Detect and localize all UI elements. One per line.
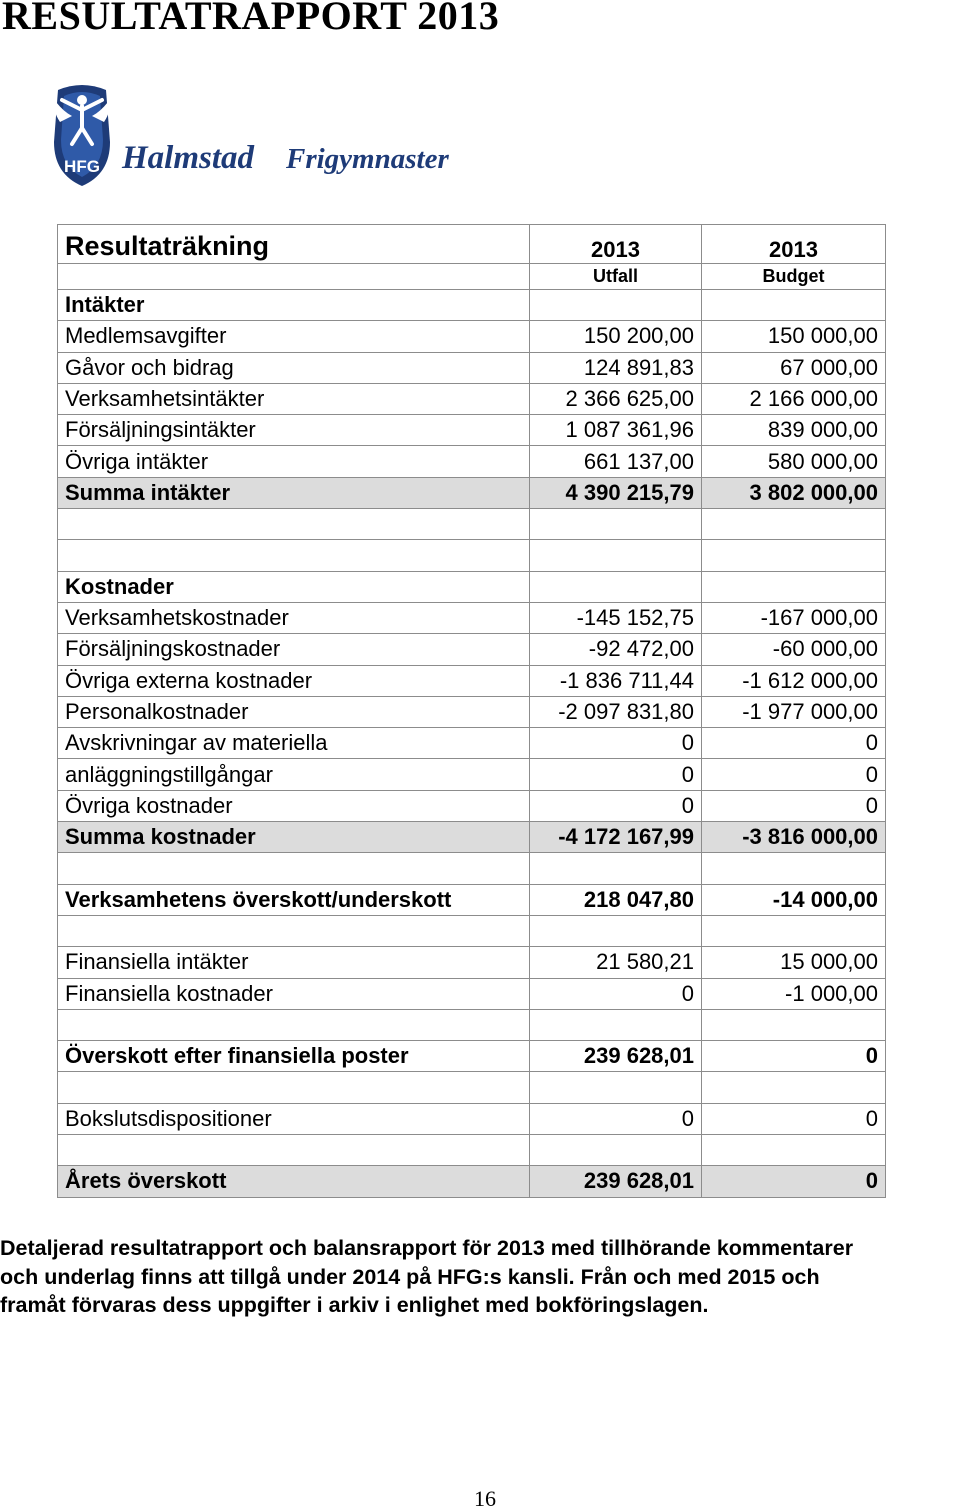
row-label: Finansiella intäkter [58,947,530,978]
row-label: Försäljningskostnader [58,634,530,665]
row-utfall: -145 152,75 [530,602,702,633]
row-label: Verksamhetens överskott/underskott [58,884,530,915]
footnote-line: framåt förvaras dess uppgifter i arkiv i enlighet med bokföringslagen. [0,1293,709,1317]
table-row [58,759,886,790]
table-header-row [58,225,886,264]
table-title: Resultaträkning [58,225,530,264]
section-label: Intäkter [58,290,530,321]
row-utfall: 0 [530,1103,702,1134]
table-row [58,352,886,383]
row-budget: -1 000,00 [702,978,886,1009]
row-budget: 0 [702,1041,886,1072]
row-label: Bokslutsdispositioner [58,1103,530,1134]
row-utfall: 0 [530,978,702,1009]
row-utfall: 0 [530,759,702,790]
spacer-row [58,1135,886,1166]
row-label: Summa kostnader [58,822,530,853]
finansiella-intakter-row [58,947,886,978]
row-label: Övriga externa kostnader [58,665,530,696]
bokslutsdispositioner-row [58,1103,886,1134]
row-label: Överskott efter finansiella poster [58,1041,530,1072]
table-row [58,665,886,696]
row-label: Medlemsavgifter [58,321,530,352]
row-utfall: 218 047,80 [530,884,702,915]
row-budget: 0 [702,790,886,821]
club-logo [50,82,470,192]
emblem-text: HFG [64,157,100,176]
row-utfall: 124 891,83 [530,352,702,383]
row-utfall: 2 366 625,00 [530,383,702,414]
row-budget: 150 000,00 [702,321,886,352]
row-label: Avskrivningar av materiella [58,728,530,759]
spacer-row [58,1009,886,1040]
section-header-intakter [58,290,886,321]
row-budget: 0 [702,728,886,759]
row-utfall: -2 097 831,80 [530,696,702,727]
gymnast-head-icon [77,95,87,105]
report-footnote [0,1234,960,1320]
row-utfall: 150 200,00 [530,321,702,352]
row-label: Verksamhetskostnader [58,602,530,633]
column-year-budget: 2013 [702,225,886,264]
row-budget: 0 [702,759,886,790]
finansiella-kostnader-row [58,978,886,1009]
row-budget: -167 000,00 [702,602,886,633]
row-budget: 0 [702,1103,886,1134]
row-label: Personalkostnader [58,696,530,727]
row-budget: 3 802 000,00 [702,477,886,508]
logo-wordmark-frigymnaster: Frigymnaster [286,143,449,175]
row-utfall: 21 580,21 [530,947,702,978]
row-budget: -14 000,00 [702,884,886,915]
row-utfall: 0 [530,728,702,759]
arets-overskott-row [58,1166,886,1197]
row-utfall: -4 172 167,99 [530,822,702,853]
row-label: Summa intäkter [58,477,530,508]
summa-intakter-row [58,477,886,508]
row-label: Övriga kostnader [58,790,530,821]
row-budget: 0 [702,1166,886,1197]
section-label: Kostnader [58,571,530,602]
table-row [58,383,886,414]
table-row [58,415,886,446]
row-label: Försäljningsintäkter [58,415,530,446]
table-subheader-row [58,264,886,290]
row-utfall: 1 087 361,96 [530,415,702,446]
table-row [58,321,886,352]
row-budget: 839 000,00 [702,415,886,446]
row-budget: 15 000,00 [702,947,886,978]
spacer-row [58,540,886,571]
row-utfall: 661 137,00 [530,446,702,477]
row-label: Övriga intäkter [58,446,530,477]
column-label-utfall: Utfall [530,264,702,290]
table-row [58,790,886,821]
table-row [58,602,886,633]
row-label: Gåvor och bidrag [58,352,530,383]
table-row [58,634,886,665]
table-row [58,446,886,477]
row-budget: 2 166 000,00 [702,383,886,414]
income-statement-table [57,224,886,1198]
row-budget: -1 977 000,00 [702,696,886,727]
summa-kostnader-row [58,822,886,853]
row-label: Finansiella kostnader [58,978,530,1009]
row-utfall: 239 628,01 [530,1166,702,1197]
section-header-kostnader [58,571,886,602]
footnote-line: Detaljerad resultatrapport och balansrapport för 2013 med tillhörande kommentarer [0,1236,854,1260]
row-label: anläggningstillgångar [58,759,530,790]
overskott-efter-finansiella-row [58,1041,886,1072]
spacer-row [58,509,886,540]
row-utfall: -1 836 711,44 [530,665,702,696]
spacer-row [58,1072,886,1103]
row-budget: 67 000,00 [702,352,886,383]
footnote-line: och underlag finns att tillgå under 2014 på HFG:s kansli. Från och med 2015 och [0,1264,820,1289]
column-label-budget: Budget [702,264,886,290]
spacer-row [58,915,886,946]
row-label: Verksamhetsintäkter [58,383,530,414]
column-year-utfall: 2013 [530,225,702,264]
table-row [58,696,886,727]
row-utfall: -92 472,00 [530,634,702,665]
page-title: RESULTATRAPPORT 2013 [2,0,500,38]
club-logo-graphic [50,82,470,192]
row-budget: -3 816 000,00 [702,822,886,853]
row-budget: -60 000,00 [702,634,886,665]
table-row [58,728,886,759]
spacer-row [58,853,886,884]
row-utfall: 4 390 215,79 [530,477,702,508]
row-utfall: 0 [530,790,702,821]
row-label: Årets överskott [58,1166,530,1197]
page-number: 16 [474,1486,496,1511]
row-budget: -1 612 000,00 [702,665,886,696]
row-utfall: 239 628,01 [530,1041,702,1072]
logo-wordmark-halmstad: Halmstad [122,140,255,176]
row-budget: 580 000,00 [702,446,886,477]
verksamhetens-resultat-row [58,884,886,915]
